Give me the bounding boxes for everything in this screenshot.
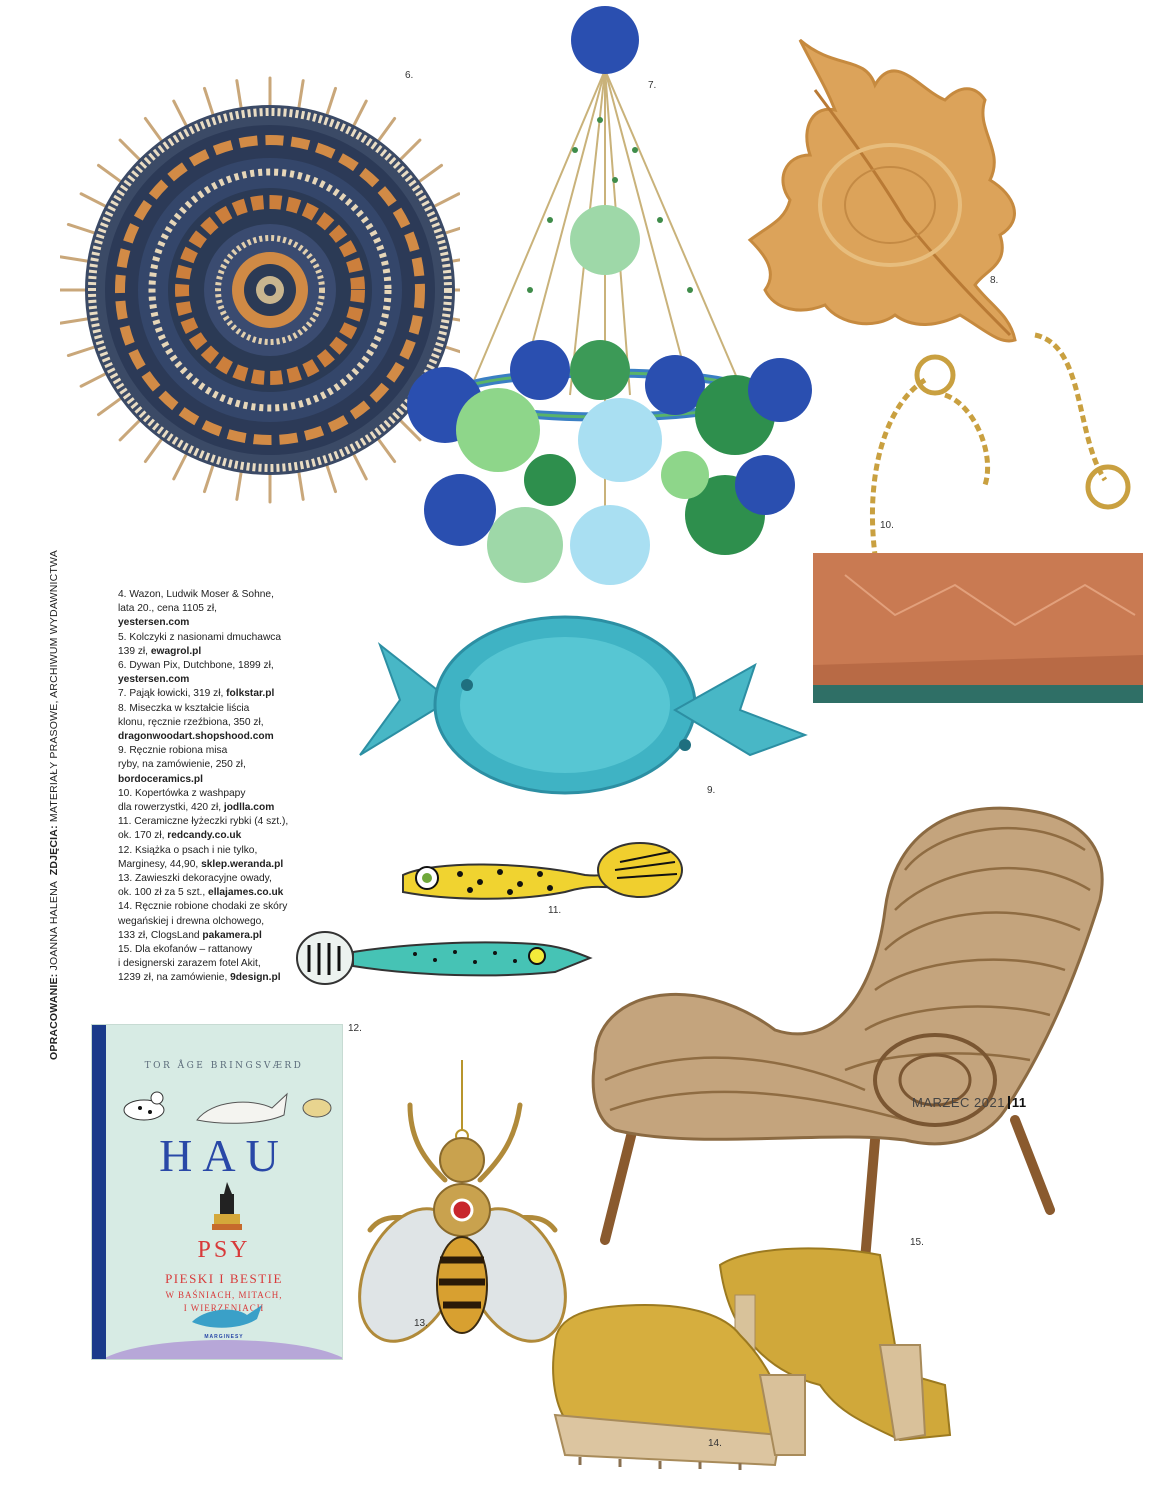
book-spine <box>92 1025 106 1359</box>
caption-shop-link[interactable]: redcandy.co.uk <box>167 830 242 842</box>
item-number-7: 7. <box>648 80 657 91</box>
caption-line <box>118 787 318 801</box>
page-folio <box>912 1095 1027 1110</box>
clutch-image <box>805 315 1150 715</box>
caption-shop-link[interactable]: yestersen.com <box>118 617 190 629</box>
caption-shop-link[interactable]: 9design.pl <box>230 972 281 984</box>
caption-line <box>118 929 318 943</box>
book-subtitle-pieski: PIESKI I BESTIE <box>165 1271 283 1286</box>
book-subtitle-psy: PSY <box>197 1237 251 1263</box>
book-author: TOR ÅGE BRINGSVÆRD <box>144 1061 304 1071</box>
caption-text: 8. Miseczka w kształcie liścia <box>118 702 250 714</box>
caption-line <box>118 673 318 687</box>
folio-divider <box>1008 1096 1010 1109</box>
clogs-image <box>550 1225 960 1475</box>
caption-text: ok. 170 zł, <box>118 830 168 842</box>
caption-text: ok. 100 zł za 5 szt., <box>118 887 209 899</box>
book-subtitle-line-b: I WIERZENIACH <box>183 1303 265 1313</box>
caption-line <box>118 687 318 701</box>
caption-line <box>118 645 318 659</box>
item-number-10: 10. <box>880 520 894 531</box>
caption-text: 133 zł, ClogsLand <box>118 929 203 941</box>
item-number-9: 9. <box>707 785 716 796</box>
caption-line <box>118 957 318 971</box>
caption-line <box>118 773 318 787</box>
caption-shop-link[interactable]: dragonwoodart.shopshood.com <box>118 731 274 743</box>
book-title: HAU <box>159 1130 289 1181</box>
bee-ornament-image <box>355 1060 570 1350</box>
caption-line <box>118 943 318 957</box>
caption-line <box>118 588 318 602</box>
item-number-8: 8. <box>990 275 999 286</box>
caption-text: wegańskiej i drewna olchowego, <box>118 915 265 927</box>
caption-line <box>118 858 318 872</box>
item-number-14: 14. <box>708 1438 722 1449</box>
rattan-chair-image <box>575 790 1115 1270</box>
caption-shop-link[interactable]: pakamera.pl <box>202 929 262 941</box>
caption-text: 15. Dla ekofanów – rattanowy <box>118 944 253 956</box>
caption-line <box>118 829 318 843</box>
item-number-13: 13. <box>414 1318 428 1329</box>
caption-line <box>118 602 318 616</box>
caption-line <box>118 730 318 744</box>
caption-text: 5. Kolczyki z nasionami dmuchawca <box>118 631 282 643</box>
caption-text: klonu, ręcznie rzeźbiona, 350 zł, <box>118 716 264 728</box>
caption-line <box>118 815 318 829</box>
caption-line <box>118 716 318 730</box>
book-globe <box>106 1330 342 1359</box>
caption-line <box>118 758 318 772</box>
caption-shop-link[interactable]: jodlla.com <box>223 802 275 814</box>
caption-text: 7. Pająk łowicki, 319 zł, <box>118 688 227 700</box>
caption-text: 13. Zawieszki dekoracyjne owady, <box>118 873 272 885</box>
caption-text: 6. Dywan Pix, Dutchbone, 1899 zł, <box>118 660 274 672</box>
caption-text: 9. Ręcznie robiona misa <box>118 745 228 757</box>
caption-shop-link[interactable]: yestersen.com <box>118 674 190 686</box>
caption-line <box>118 659 318 673</box>
caption-text: lata 20., cena 1105 zł, <box>118 603 217 615</box>
caption-shop-link[interactable]: ellajames.co.uk <box>208 887 284 899</box>
caption-line <box>118 616 318 630</box>
book-publisher: MARGINESY <box>204 1334 244 1340</box>
caption-shop-link[interactable]: ewagrol.pl <box>150 645 202 657</box>
caption-text: i designerski zarazem fotel Akit, <box>118 958 261 970</box>
caption-shop-link[interactable]: sklep.weranda.pl <box>201 858 284 870</box>
credits-prep-name: JOANNA HALENA <box>48 881 60 971</box>
caption-text: 10. Kopertówka z washpapy <box>118 787 246 799</box>
item-number-6: 6. <box>405 70 414 81</box>
product-captions <box>118 588 318 986</box>
caption-shop-link[interactable]: folkstar.pl <box>226 688 275 700</box>
caption-text: 11. Ceramiczne łyżeczki rybki (4 szt.), <box>118 816 289 828</box>
photo-credits <box>48 550 62 1060</box>
caption-line <box>118 744 318 758</box>
fish-bowl-image <box>355 605 810 805</box>
credits-photo-label: ZDJĘCIA: <box>48 825 60 876</box>
caption-line <box>118 900 318 914</box>
caption-line <box>118 886 318 900</box>
caption-text: Marginesy, 44,90, <box>118 858 202 870</box>
credits-prep-label: OPRACOWANIE: <box>48 973 60 1060</box>
caption-line <box>118 844 318 858</box>
credits-photo-text: MATERIAŁY PRASOWE, ARCHIWUM WYDAWNICTWA <box>48 550 60 823</box>
caption-text: 1239 zł, na zamówienie, <box>118 972 231 984</box>
caption-text: 4. Wazon, Ludwik Moser & Sohne, <box>118 589 274 600</box>
anubis-illustration <box>202 1180 252 1235</box>
caption-line <box>118 971 318 985</box>
issue-date: MARZEC 2021 <box>912 1095 1005 1110</box>
book-cover <box>92 1025 342 1359</box>
caption-text: 12. Książka o psach i nie tylko, <box>118 844 258 856</box>
item-number-12: 12. <box>348 1023 362 1034</box>
caption-line <box>118 801 318 815</box>
book-subtitle-line-a: W BAŚNIACH, MITACH, <box>165 1290 283 1300</box>
page-number: 11 <box>1011 1095 1027 1110</box>
caption-line <box>118 872 318 886</box>
caption-shop-link[interactable]: bordoceramics.pl <box>118 773 203 785</box>
leaf-bowl-image <box>745 30 1030 360</box>
caption-line <box>118 631 318 645</box>
item-number-15: 15. <box>910 1237 924 1248</box>
caption-text: ryby, na zamówienie, 250 zł, <box>118 759 246 771</box>
caption-text: 14. Ręcznie robione chodaki ze skóry <box>118 901 288 913</box>
caption-text: 139 zł, <box>118 645 151 657</box>
item-number-11: 11. <box>548 905 562 916</box>
caption-text: dla rowerzystki, 420 zł, <box>118 802 224 814</box>
caption-line <box>118 702 318 716</box>
caption-line <box>118 915 318 929</box>
